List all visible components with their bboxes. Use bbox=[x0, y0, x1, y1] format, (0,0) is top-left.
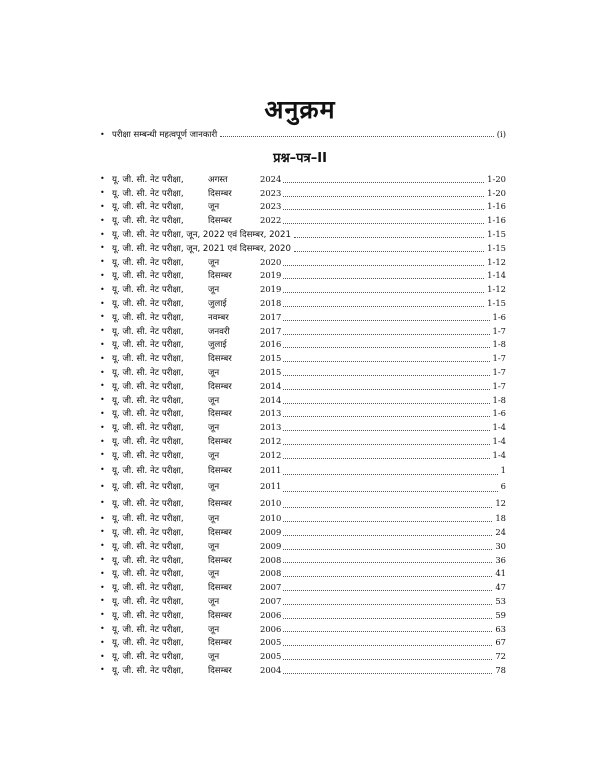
entry-exam: यू. जी. सी. नेट परीक्षा, bbox=[112, 498, 184, 509]
bullet-icon: • bbox=[100, 408, 105, 418]
dot-leader bbox=[283, 209, 484, 210]
entry-pages: 1-15 bbox=[487, 242, 506, 253]
bullet-icon: • bbox=[100, 367, 105, 377]
entry-exam: यू. जी. सी. नेट परीक्षा, bbox=[112, 665, 184, 676]
entry-exam: यू. जी. सी. नेट परीक्षा, bbox=[112, 555, 184, 566]
entry-month: जून bbox=[208, 285, 220, 296]
entry-pages: 1-16 bbox=[487, 215, 506, 226]
entry-exam: यू. जी. सी. नेट परीक्षा, bbox=[112, 409, 184, 420]
entry-year: 2014 bbox=[260, 380, 282, 391]
entry-year: 2011 bbox=[260, 464, 282, 475]
entry-month: जून bbox=[208, 569, 220, 580]
dot-leader bbox=[283, 223, 484, 224]
entry-pages: 1-6 bbox=[492, 311, 506, 322]
entry-month: जून bbox=[208, 423, 220, 434]
entry-year: 2008 bbox=[260, 568, 282, 579]
entry-year: 2012 bbox=[260, 436, 282, 447]
dot-leader bbox=[283, 507, 492, 508]
dot-leader bbox=[283, 673, 492, 674]
dot-leader bbox=[283, 659, 492, 660]
toc-entry[interactable] bbox=[100, 608, 506, 622]
entry-pages: 24 bbox=[495, 526, 506, 537]
entry-pages: 67 bbox=[495, 637, 506, 648]
bullet-icon: • bbox=[100, 610, 105, 620]
entry-month: जून bbox=[208, 395, 220, 406]
entry-exam: यू. जी. सी. नेट परीक्षा, bbox=[112, 285, 184, 296]
entry-month: दिसम्बर bbox=[208, 610, 232, 621]
dot-leader bbox=[283, 292, 484, 293]
entry-pages: 1-4 bbox=[492, 436, 506, 447]
entry-year: 2016 bbox=[260, 339, 282, 350]
entry-pages: 36 bbox=[495, 554, 506, 565]
dot-leader bbox=[283, 361, 490, 362]
dot-leader bbox=[283, 389, 490, 390]
bullet-icon: • bbox=[100, 270, 105, 280]
dot-leader bbox=[283, 306, 484, 307]
entry-pages: 1 bbox=[500, 464, 506, 475]
dot-leader bbox=[283, 618, 492, 619]
toc-entry[interactable] bbox=[100, 172, 506, 186]
bullet-icon: • bbox=[100, 582, 105, 592]
entry-pages: 59 bbox=[495, 609, 506, 620]
toc-entry[interactable] bbox=[100, 351, 506, 365]
entry-pages: 47 bbox=[495, 582, 506, 593]
entry-pages: 1-16 bbox=[487, 201, 506, 212]
entry-month: दिसम्बर bbox=[208, 271, 232, 282]
entry-year: 2009 bbox=[260, 526, 282, 537]
section-heading: प्रश्न–पत्र–II bbox=[273, 151, 327, 166]
entry-year: 2023 bbox=[260, 201, 282, 212]
bullet-icon: • bbox=[100, 465, 105, 475]
entry-pages: 18 bbox=[495, 513, 506, 524]
bullet-icon: • bbox=[100, 436, 105, 446]
toc-entry[interactable] bbox=[100, 393, 506, 407]
entry-exam: यू. जी. सी. नेट परीक्षा, जून, 2021 एवं दिसम्बर, 2020 bbox=[112, 243, 291, 254]
entry-pages: 41 bbox=[495, 568, 506, 579]
entry-pages: 63 bbox=[495, 623, 506, 634]
toc-entry[interactable] bbox=[100, 663, 506, 677]
entry-month: दिसम्बर bbox=[208, 527, 232, 538]
dot-leader bbox=[283, 535, 492, 536]
dot-leader bbox=[294, 251, 484, 252]
entry-year: 2012 bbox=[260, 449, 282, 460]
bullet-icon: • bbox=[100, 284, 105, 294]
bullet-icon: • bbox=[100, 481, 105, 491]
bullet-icon: • bbox=[100, 381, 105, 391]
entry-pages: 1-7 bbox=[492, 380, 506, 391]
bullet-icon: • bbox=[100, 665, 105, 675]
entry-month: दिसम्बर bbox=[208, 409, 232, 420]
toc-entry[interactable] bbox=[100, 434, 506, 448]
entry-exam: यू. जी. सी. नेट परीक्षा, bbox=[112, 202, 184, 213]
dot-leader bbox=[283, 645, 492, 646]
entry-year: 2004 bbox=[260, 664, 282, 675]
bullet-icon: • bbox=[100, 651, 105, 661]
entry-exam: यू. जी. सी. नेट परीक्षा, bbox=[112, 216, 184, 227]
entry-exam: यू. जी. सी. नेट परीक्षा, bbox=[112, 257, 184, 268]
dot-leader bbox=[283, 320, 490, 321]
dot-leader bbox=[283, 458, 490, 459]
bullet-icon: • bbox=[100, 527, 105, 537]
entry-exam: यू. जी. सी. नेट परीक्षा, bbox=[112, 583, 184, 594]
entry-year: 2019 bbox=[260, 270, 282, 281]
entry-month: दिसम्बर bbox=[208, 638, 232, 649]
toc-entry[interactable] bbox=[100, 495, 506, 512]
bullet-icon: • bbox=[100, 541, 105, 551]
dot-leader bbox=[283, 265, 484, 266]
entry-month: अगस्त bbox=[208, 174, 228, 185]
entry-year: 2009 bbox=[260, 540, 282, 551]
entry-pages: 12 bbox=[495, 497, 506, 508]
entry-pages: 1-4 bbox=[492, 422, 506, 433]
entry-month: दिसम्बर bbox=[208, 216, 232, 227]
entry-month: जून bbox=[208, 450, 220, 461]
dot-leader bbox=[283, 562, 492, 563]
table-of-contents bbox=[100, 172, 506, 677]
dot-leader bbox=[283, 444, 490, 445]
entry-exam: यू. जी. सी. नेट परीक्षा, bbox=[112, 596, 184, 607]
toc-entry[interactable] bbox=[100, 553, 506, 567]
toc-entry[interactable] bbox=[100, 241, 506, 255]
entry-exam: यू. जी. सी. नेट परीक्षा, bbox=[112, 465, 184, 476]
entry-year: 2008 bbox=[260, 554, 282, 565]
bullet-icon: • bbox=[100, 257, 105, 267]
bullet-icon: • bbox=[100, 129, 105, 139]
toc-entry[interactable] bbox=[100, 594, 506, 608]
entry-month: जून bbox=[208, 202, 220, 213]
toc-entry[interactable] bbox=[100, 186, 506, 200]
toc-entry[interactable] bbox=[100, 338, 506, 352]
dot-leader bbox=[283, 334, 490, 335]
entry-exam: यू. जी. सी. नेट परीक्षा, bbox=[112, 437, 184, 448]
entry-year: 2010 bbox=[260, 497, 282, 508]
entry-year: 2013 bbox=[260, 408, 282, 419]
bullet-icon: • bbox=[100, 596, 105, 606]
entry-pages: 72 bbox=[495, 651, 506, 662]
entry-exam: यू. जी. सी. नेट परीक्षा, bbox=[112, 381, 184, 392]
bullet-icon: • bbox=[100, 201, 105, 211]
entry-pages: 1-8 bbox=[492, 394, 506, 405]
entry-month: जून bbox=[208, 624, 220, 635]
toc-entry[interactable] bbox=[100, 269, 506, 283]
entry-exam: यू. जी. सी. नेट परीक्षा, bbox=[112, 638, 184, 649]
entry-month: दिसम्बर bbox=[208, 498, 232, 509]
toc-entry[interactable] bbox=[100, 227, 506, 241]
dot-leader bbox=[283, 604, 492, 605]
entry-year: 2007 bbox=[260, 582, 282, 593]
entry-year: 2018 bbox=[260, 298, 282, 309]
entry-pages: 1-7 bbox=[492, 353, 506, 364]
entry-month: जुलाई bbox=[208, 340, 227, 351]
bullet-icon: • bbox=[100, 339, 105, 349]
entry-pages: 53 bbox=[495, 595, 506, 606]
dot-leader bbox=[283, 347, 490, 348]
intro-label: परीक्षा सम्बन्धी महत्वपूर्ण जानकारी bbox=[112, 129, 218, 140]
entry-year: 2010 bbox=[260, 513, 282, 524]
bullet-icon: • bbox=[100, 188, 105, 198]
bullet-icon: • bbox=[100, 637, 105, 647]
entry-month: जून bbox=[208, 652, 220, 663]
entry-exam: यू. जी. सी. नेट परीक्षा, bbox=[112, 541, 184, 552]
entry-year: 2023 bbox=[260, 187, 282, 198]
dot-leader bbox=[220, 136, 494, 137]
entry-exam: यू. जी. सी. नेट परीक्षा, bbox=[112, 610, 184, 621]
entry-month: दिसम्बर bbox=[208, 381, 232, 392]
entry-year: 2005 bbox=[260, 637, 282, 648]
entry-exam: यू. जी. सी. नेट परीक्षा, bbox=[112, 174, 184, 185]
entry-exam: यू. जी. सी. नेट परीक्षा, bbox=[112, 624, 184, 635]
entry-exam: यू. जी. सी. नेट परीक्षा, bbox=[112, 423, 184, 434]
entry-year: 2017 bbox=[260, 311, 282, 322]
dot-leader bbox=[283, 491, 498, 492]
entry-exam: यू. जी. सी. नेट परीक्षा, bbox=[112, 354, 184, 365]
entry-pages: 1-8 bbox=[492, 339, 506, 350]
entry-exam: यू. जी. सी. नेट परीक्षा, bbox=[112, 368, 184, 379]
dot-leader bbox=[283, 474, 498, 475]
toc-entry[interactable] bbox=[100, 407, 506, 421]
entry-pages: 1-12 bbox=[487, 284, 506, 295]
entry-year: 2007 bbox=[260, 595, 282, 606]
entry-exam: यू. जी. सी. नेट परीक्षा, bbox=[112, 271, 184, 282]
toc-entry[interactable] bbox=[100, 478, 506, 495]
toc-entry[interactable] bbox=[100, 310, 506, 324]
bullet-icon: • bbox=[100, 243, 105, 253]
entry-month: दिसम्बर bbox=[208, 583, 232, 594]
entry-year: 2020 bbox=[260, 256, 282, 267]
dot-leader bbox=[283, 576, 492, 577]
entry-pages: 1-4 bbox=[492, 449, 506, 460]
bullet-icon: • bbox=[100, 624, 105, 633]
entry-year: 2022 bbox=[260, 215, 282, 226]
dot-leader bbox=[294, 237, 484, 238]
intro-entry[interactable] bbox=[100, 128, 506, 140]
toc-entry[interactable] bbox=[100, 649, 506, 663]
entry-year: 2019 bbox=[260, 284, 282, 295]
entry-exam: यू. जी. सी. नेट परीक्षा, bbox=[112, 299, 184, 310]
entry-exam: यू. जी. सी. नेट परीक्षा, bbox=[112, 514, 184, 525]
toc-entry[interactable] bbox=[100, 539, 506, 553]
toc-entry[interactable] bbox=[100, 525, 506, 539]
bullet-icon: • bbox=[100, 215, 105, 225]
toc-entry[interactable] bbox=[100, 324, 506, 338]
entry-month: जून bbox=[208, 541, 220, 552]
bullet-icon: • bbox=[100, 298, 105, 308]
entry-month: जुलाई bbox=[208, 299, 227, 310]
entry-month: नवम्बर bbox=[208, 312, 229, 323]
bullet-icon: • bbox=[100, 353, 105, 363]
bullet-icon: • bbox=[100, 422, 105, 432]
entry-month: दिसम्बर bbox=[208, 465, 232, 476]
entry-pages: 1-12 bbox=[487, 256, 506, 267]
entry-year: 2013 bbox=[260, 422, 282, 433]
entry-exam: यू. जी. सी. नेट परीक्षा, bbox=[112, 312, 184, 323]
dot-leader bbox=[283, 416, 490, 417]
entry-pages: 1-15 bbox=[487, 298, 506, 309]
toc-entry[interactable] bbox=[100, 635, 506, 649]
entry-year: 2014 bbox=[260, 394, 282, 405]
entry-year: 2017 bbox=[260, 325, 282, 336]
toc-entry[interactable] bbox=[100, 566, 506, 580]
toc-entry[interactable] bbox=[100, 282, 506, 296]
dot-leader bbox=[283, 430, 490, 431]
entry-pages: 1-6 bbox=[492, 408, 506, 419]
entry-exam: यू. जी. सी. नेट परीक्षा, bbox=[112, 450, 184, 461]
entry-pages: 1-20 bbox=[487, 173, 506, 184]
toc-entry[interactable] bbox=[100, 255, 506, 269]
toc-entry[interactable] bbox=[100, 420, 506, 434]
entry-exam: यू. जी. सी. नेट परीक्षा, bbox=[112, 569, 184, 580]
entry-exam: यू. जी. सी. नेट परीक्षा, bbox=[112, 340, 184, 351]
toc-entry[interactable] bbox=[100, 365, 506, 379]
entry-year: 2011 bbox=[260, 481, 282, 492]
bullet-icon: • bbox=[100, 174, 105, 184]
entry-month: दिसम्बर bbox=[208, 437, 232, 448]
dot-leader bbox=[283, 278, 484, 279]
toc-entry[interactable] bbox=[100, 200, 506, 214]
entry-month: जून bbox=[208, 514, 220, 525]
bullet-icon: • bbox=[100, 229, 105, 239]
dot-leader bbox=[283, 403, 490, 404]
bullet-icon: • bbox=[100, 450, 105, 460]
bullet-icon: • bbox=[100, 498, 105, 508]
bullet-icon: • bbox=[100, 513, 105, 523]
entry-pages: 6 bbox=[500, 481, 506, 492]
toc-entry[interactable] bbox=[100, 448, 506, 462]
entry-exam: यू. जी. सी. नेट परीक्षा, bbox=[112, 326, 184, 337]
entry-month: दिसम्बर bbox=[208, 555, 232, 566]
dot-leader bbox=[283, 549, 492, 550]
dot-leader bbox=[283, 196, 484, 197]
entry-exam: यू. जी. सी. नेट परीक्षा, bbox=[112, 188, 184, 199]
dot-leader bbox=[283, 590, 492, 591]
entry-pages: 1-20 bbox=[487, 187, 506, 198]
toc-entry[interactable] bbox=[100, 511, 506, 525]
entry-pages: 1-7 bbox=[492, 367, 506, 378]
entry-year: 2015 bbox=[260, 367, 282, 378]
entry-month: दिसम्बर bbox=[208, 188, 232, 199]
entry-pages: 1-15 bbox=[487, 229, 506, 240]
entry-month: जनवरी bbox=[208, 326, 230, 337]
bullet-icon: • bbox=[100, 312, 105, 322]
entry-month: जून bbox=[208, 596, 220, 607]
entry-pages: 1-7 bbox=[492, 325, 506, 336]
bullet-icon: • bbox=[100, 326, 105, 336]
bullet-icon: • bbox=[100, 568, 105, 578]
dot-leader bbox=[283, 521, 492, 522]
entry-month: दिसम्बर bbox=[208, 354, 232, 365]
entry-year: 2015 bbox=[260, 353, 282, 364]
toc-entry[interactable] bbox=[100, 296, 506, 310]
entry-month: दिसम्बर bbox=[208, 665, 232, 676]
entry-exam: यू. जी. सी. नेट परीक्षा, bbox=[112, 652, 184, 663]
entry-pages: 30 bbox=[495, 540, 506, 551]
toc-entry[interactable] bbox=[100, 462, 506, 479]
entry-month: जून bbox=[208, 257, 220, 268]
entry-pages: 1-14 bbox=[487, 270, 506, 281]
entry-exam: यू. जी. सी. नेट परीक्षा, bbox=[112, 482, 184, 493]
dot-leader bbox=[283, 182, 484, 183]
entry-year: 2024 bbox=[260, 173, 282, 184]
intro-pages: (i) bbox=[496, 129, 506, 139]
entry-year: 2005 bbox=[260, 651, 282, 662]
toc-entry[interactable] bbox=[100, 213, 506, 227]
toc-entry[interactable] bbox=[100, 622, 506, 636]
entry-pages: 78 bbox=[495, 664, 506, 675]
page-title: अनुक्रम bbox=[264, 95, 336, 124]
toc-entry[interactable] bbox=[100, 580, 506, 594]
entry-year: 2006 bbox=[260, 609, 282, 620]
dot-leader bbox=[283, 631, 492, 632]
dot-leader bbox=[283, 375, 490, 376]
bullet-icon: • bbox=[100, 395, 105, 405]
entry-exam: यू. जी. सी. नेट परीक्षा, bbox=[112, 395, 184, 406]
entry-exam: यू. जी. सी. नेट परीक्षा, जून, 2022 एवं दिसम्बर, 2021 bbox=[112, 230, 291, 241]
entry-year: 2006 bbox=[260, 623, 282, 634]
bullet-icon: • bbox=[100, 555, 105, 565]
toc-entry[interactable] bbox=[100, 379, 506, 393]
entry-month: जून bbox=[208, 368, 220, 379]
entry-exam: यू. जी. सी. नेट परीक्षा, bbox=[112, 527, 184, 538]
entry-month: जून bbox=[208, 482, 220, 493]
